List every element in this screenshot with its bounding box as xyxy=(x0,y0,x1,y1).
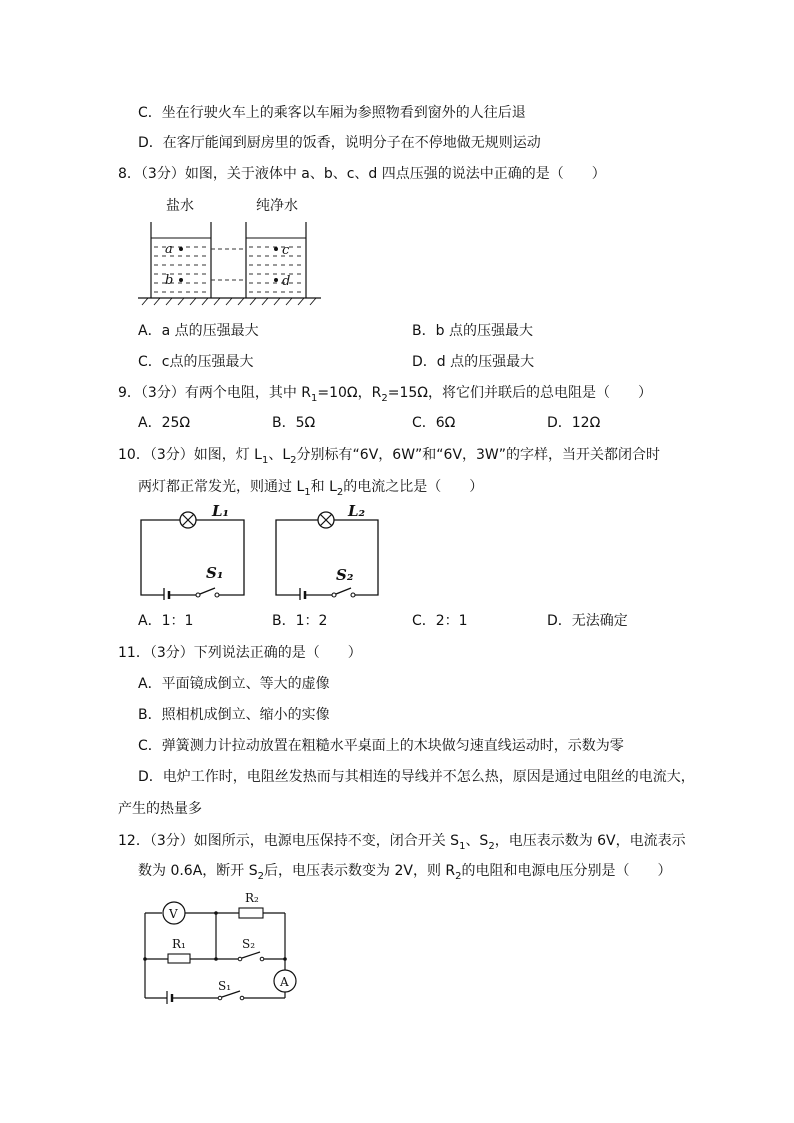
q8-stem: 8．（3分）如图，关于液体中 a、b、c、d 四点压强的说法中正确的是（ ） xyxy=(118,166,606,182)
q7-option-c: C．坐在行驶火车上的乘客以车厢为参照物看到窗外的人往后退 xyxy=(138,105,526,121)
q8-option-c[interactable]: C．c点的压强最大 xyxy=(138,354,254,370)
fig8-label-b: b xyxy=(165,273,174,288)
fig8-label-c: c xyxy=(282,243,290,258)
fig8-left-container xyxy=(151,222,211,298)
q9-option-b[interactable]: B．5Ω xyxy=(272,415,316,431)
q12-stem-line1: 12．（3分）如图所示，电源电压保持不变，闭合开关 $S_1$、$S_2$，电压表示数为 6V，电流表示 xyxy=(118,833,686,852)
q10-circuit-l1 xyxy=(136,500,246,600)
q8-option-a[interactable]: A．a 点的压强最大 xyxy=(138,323,259,339)
q10-option-c[interactable]: C．2：1 xyxy=(412,613,468,629)
q10-stem-line2: 两灯都正常发光，则通过 $L_1$和 $L_2$的电流之比是（ ） xyxy=(138,479,484,498)
fig10-switch-s2 xyxy=(336,588,351,594)
q10-option-a[interactable]: A．1：1 xyxy=(138,613,194,629)
fig8-label-a: a xyxy=(165,242,173,257)
fig12-label-a: A xyxy=(280,975,289,989)
fig12-switch-s2 xyxy=(242,952,260,958)
fig12-label-r1: R₁ xyxy=(172,937,186,951)
q11-option-d[interactable]: D．电炉工作时，电阻丝发热而与其相连的导线并不怎么热，原因是通过电阻丝的电流大， xyxy=(138,769,695,785)
q10-circuit-l2 xyxy=(272,500,382,600)
q9-option-d[interactable]: D．12Ω xyxy=(547,415,601,431)
q7-option-d: D．在客厅能闻到厨房里的饭香，说明分子在不停地做无规则运动 xyxy=(138,135,541,151)
fig8-label-saltwater: 盐水 xyxy=(166,198,194,214)
q11-option-d-cont: 产生的热量多 xyxy=(118,801,202,817)
fig10-switch-s1 xyxy=(200,588,215,594)
q9-stem: 9．（3分）有两个电阻，其中 $R_1=10\Omega$，$R_2=15\Omega$，将它们并联后的总电阻是（ ） xyxy=(118,385,652,404)
q10-stem-line1: 10．（3分）如图，灯 $L_1$、$L_2$分别标有“6V，6W”和“6V，3W”的字样，当开关都闭合时 xyxy=(118,447,661,466)
fig10-label-s2: S₂ xyxy=(336,566,354,584)
fig12-resistor-r1 xyxy=(168,954,190,963)
q11-option-c[interactable]: C．弹簧测力计拉动放置在粗糙水平桌面上的木块做匀速直线运动时，示数为零 xyxy=(138,738,624,754)
fig10-label-s1: S₁ xyxy=(206,564,224,582)
q12-circuit-figure xyxy=(140,886,305,1004)
q9-option-a[interactable]: A．25Ω xyxy=(138,415,191,431)
fig10-label-l2: L₂ xyxy=(348,502,366,520)
fig12-label-r2: R₂ xyxy=(245,891,259,905)
fig8-label-d: d xyxy=(282,274,291,289)
q12-stem-line2: 数为 0.6A，断开 $S_2$后，电压表示数变为 2V，则 $R_2$的电阻和电源电压分别是（ ） xyxy=(138,863,672,882)
q9-option-c[interactable]: C．6Ω xyxy=(412,415,456,431)
fig8-right-container xyxy=(246,222,306,298)
fig8-point-a xyxy=(179,247,183,251)
q10-option-b[interactable]: B．1：2 xyxy=(272,613,328,629)
q8-option-b[interactable]: B．b 点的压强最大 xyxy=(412,323,533,339)
fig8-point-c xyxy=(274,247,278,251)
fig12-label-s1: S₁ xyxy=(218,979,232,993)
q11-option-b[interactable]: B．照相机成倒立、缩小的实像 xyxy=(138,707,330,723)
fig8-point-b xyxy=(179,278,183,282)
q11-option-a[interactable]: A．平面镜成倒立、等大的虚像 xyxy=(138,676,330,692)
q8-option-d[interactable]: D．d 点的压强最大 xyxy=(412,354,535,370)
fig8-point-d xyxy=(274,278,278,282)
q8-liquid-figure xyxy=(136,192,326,317)
q10-option-d[interactable]: D．无法确定 xyxy=(547,613,628,629)
q11-stem: 11．（3分）下列说法正确的是（ ） xyxy=(118,645,362,661)
fig12-resistor-r2 xyxy=(239,908,263,918)
fig12-label-v: V xyxy=(169,907,178,921)
fig12-label-s2: S₂ xyxy=(242,937,256,951)
fig8-label-purewater: 纯净水 xyxy=(256,198,298,214)
fig10-label-l1: L₁ xyxy=(212,502,230,520)
